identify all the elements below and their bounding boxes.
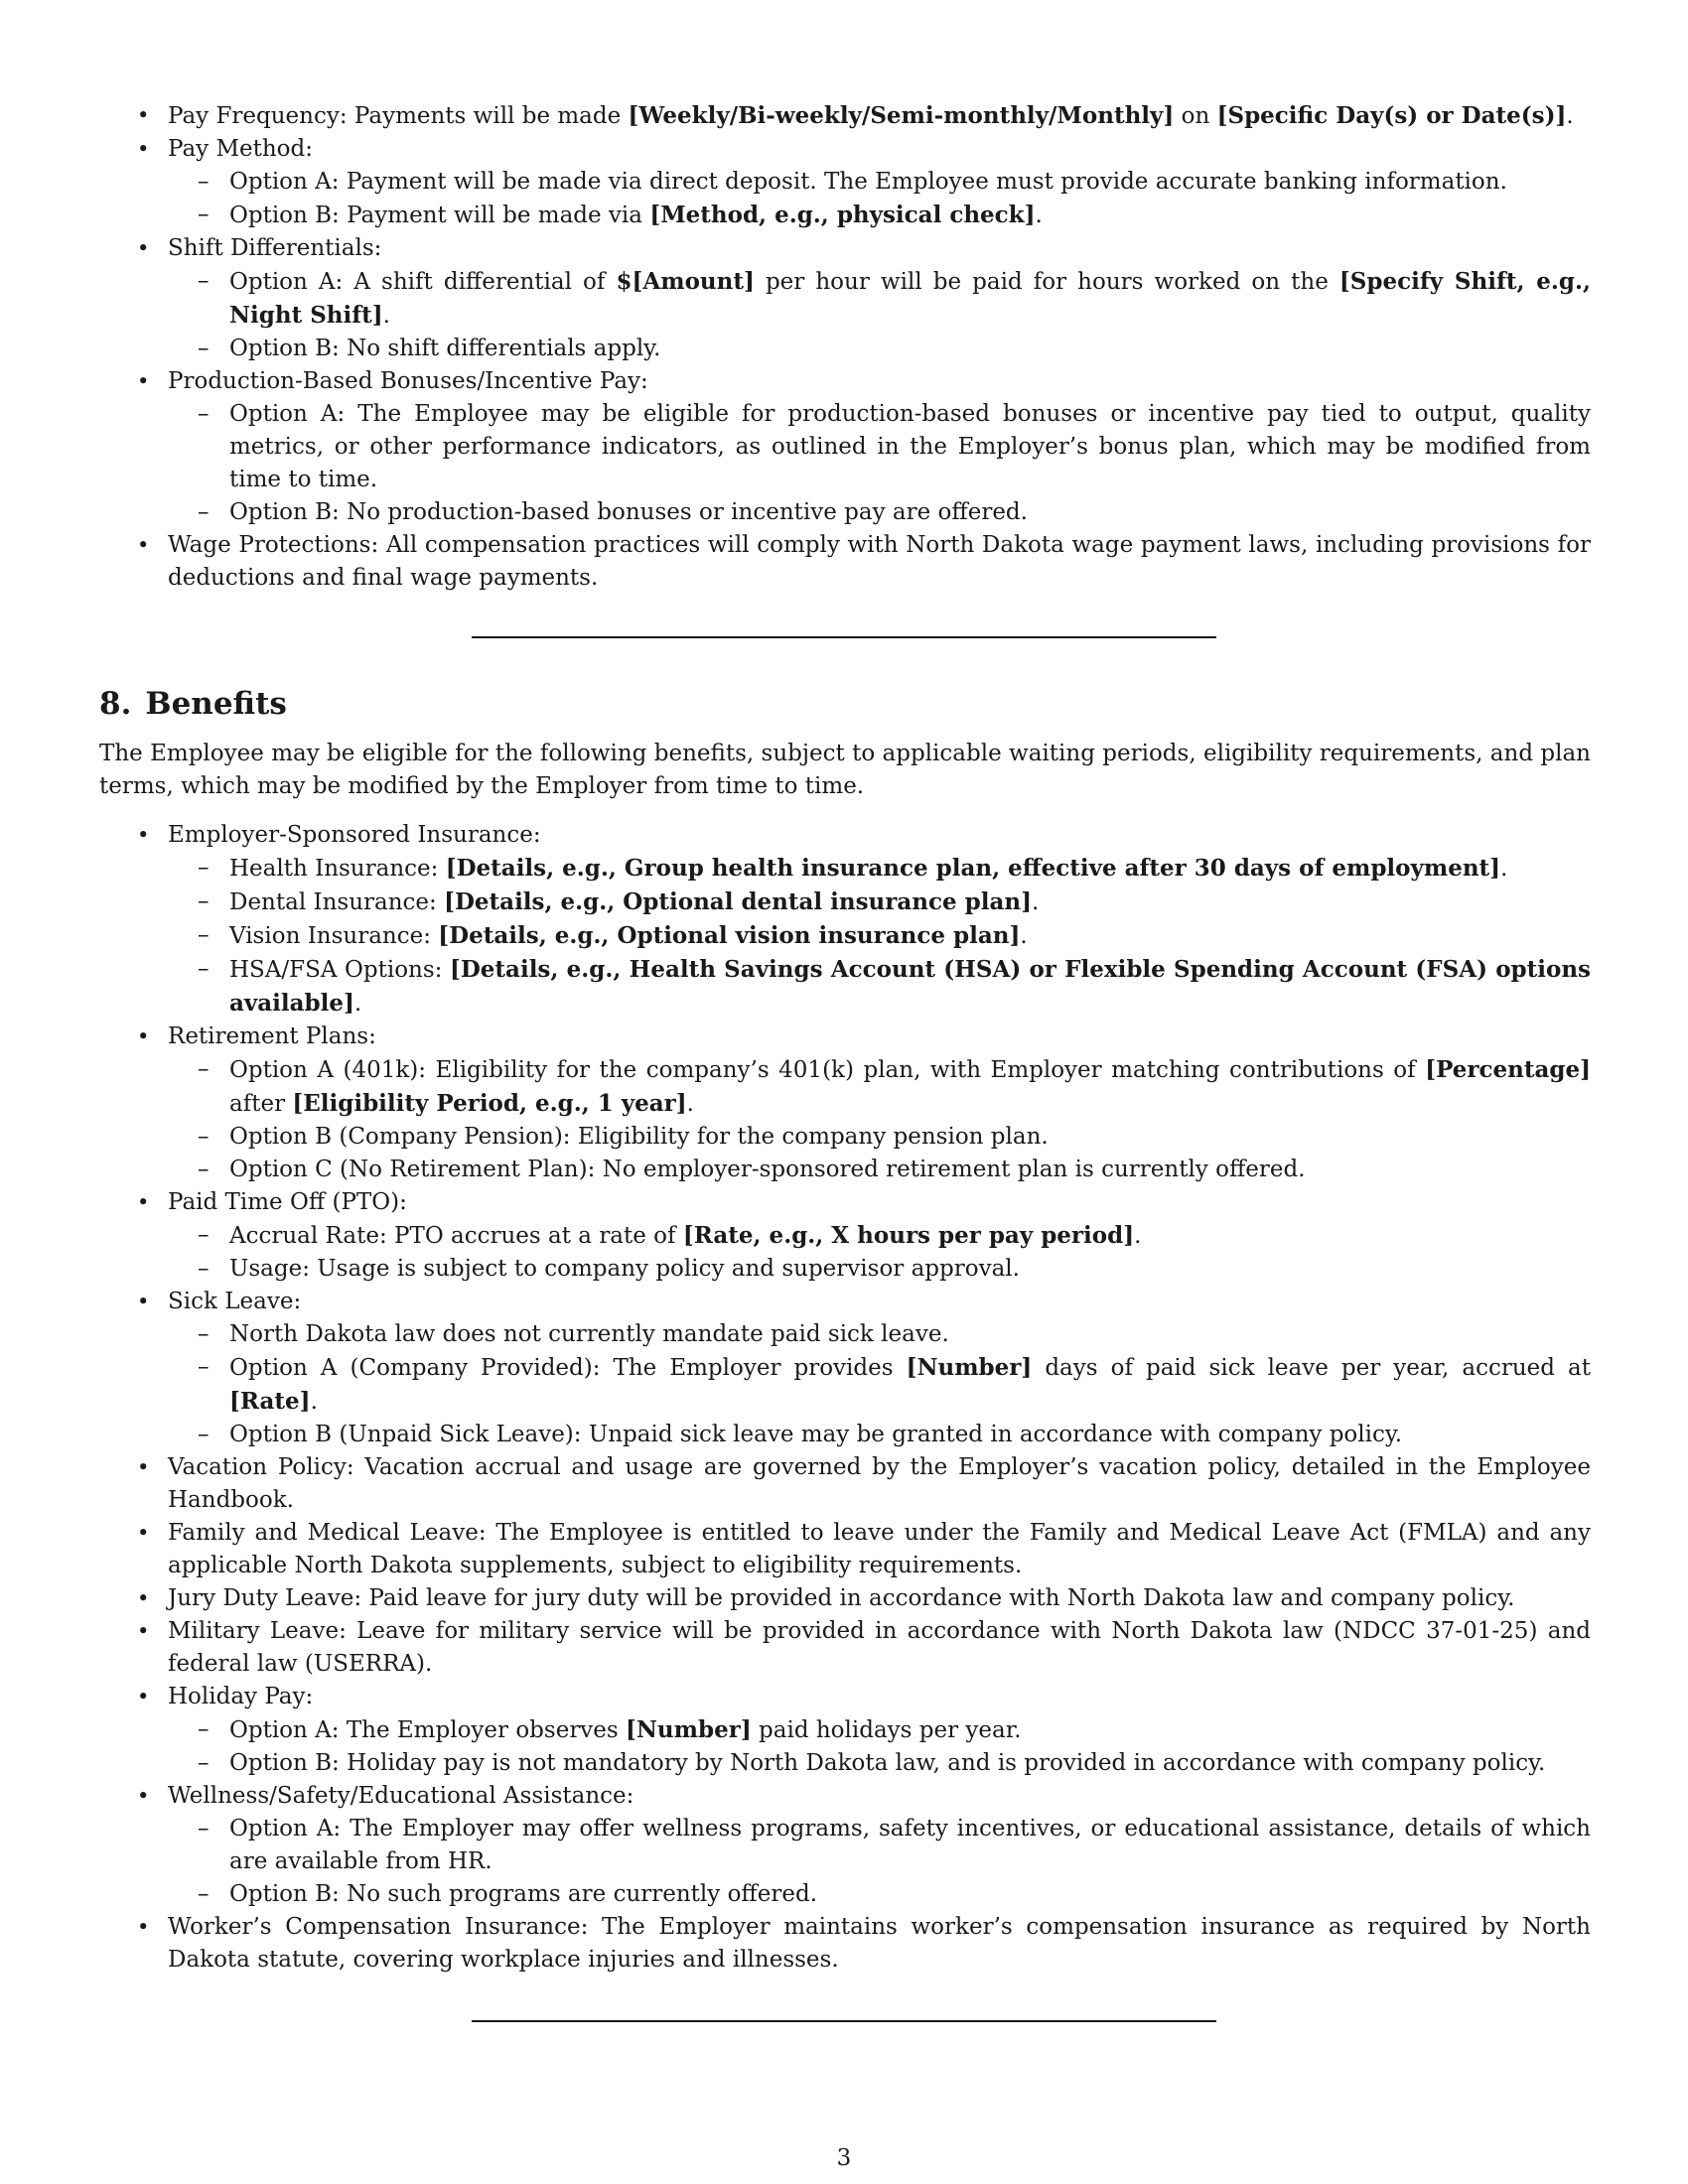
dental-insurance: – Dental Insurance: [Details, e.g., Optional dental insurance plan]. <box>168 886 1591 919</box>
shift-option-a: – Option A: A shift differential of $[Amount] per hour will be paid for hours worked on the [Specify Shift, e.g., Night Shift]. <box>168 265 1591 333</box>
section-intro: The Employee may be eligible for the following benefits, subject to applicable waiting periods, eligibility requirements, and plan terms, which may be modified by the Employer from time to time. <box>99 741 1591 799</box>
vacation-item: • Vacation Policy: Vacation accrual and usage are governed by the Employer’s vacation policy, detailed in the Employee Handbook. <box>99 1451 1591 1517</box>
jury-duty-item: • Jury Duty Leave: Paid leave for jury duty will be provided in accordance with North Dakota law and company policy. <box>99 1582 1591 1615</box>
shift-differentials-item: • Shift Differentials: – Option A: A shift differential of $[Amount] per hour will be paid for hours worked on the [Specify Shift, e.g., Night Shift]. – Option B: No shift differentials apply. <box>99 232 1591 365</box>
hsa-fsa-options: – HSA/FSA Options: [Details, e.g., Health Savings Account (HSA) or Flexible Spending Account (FSA) options available]. <box>168 953 1591 1021</box>
holiday-option-a: – Option A: The Employer observes [Number] paid holidays per year. <box>168 1713 1591 1747</box>
production-bonuses-item: • Production-Based Bonuses/Incentive Pay: – Option A: The Employee may be eligible for production-based bonuses or incentive pay tied to output, quality metrics, or other performance indicators, as outlined in the Employer’s bonus plan, which may be modified from time to time. – Option B: No production-based bonuses or incentive pay are offered. <box>99 365 1591 529</box>
wellness-option-a: – Option A: The Employer may offer wellness programs, safety incentives, or educational assistance, details of which are available from HR. <box>168 1813 1591 1878</box>
bonus-option-a: – Option A: The Employee may be eligible for production-based bonuses or incentive pay tied to output, quality metrics, or other performance indicators, as outlined in the Employer’s bonus plan, which may be modified from time to time. <box>168 398 1591 496</box>
wellness-item: • Wellness/Safety/Educational Assistance: – Option A: The Employer may offer wellness programs, safety incentives, or educational assistance, details of which are available from HR. – Option B: No such programs are currently offered. <box>99 1780 1591 1911</box>
wage-protections-item: • Wage Protections: All compensation practices will comply with North Dakota wage payment laws, including provisions for deductions and final wage payments. <box>99 529 1591 595</box>
fmla-item: • Family and Medical Leave: The Employee is entitled to leave under the Family and Medical Leave Act (FMLA) and any applicable North Dakota supplements, subject to eligibility requirements. <box>99 1517 1591 1582</box>
pay-method-item: • Pay Method: – Option A: Payment will be made via direct deposit. The Employee must provide accurate banking information. – Option B: Payment will be made via [Method, e.g., physical check]. <box>99 133 1591 232</box>
holiday-option-b: – Option B: Holiday pay is not mandatory by North Dakota law, and is provided in accordance with company policy. <box>168 1747 1591 1780</box>
page-content <box>99 99 1591 2022</box>
health-insurance: – Health Insurance: [Details, e.g., Group health insurance plan, effective after 30 days of employment]. <box>168 852 1591 886</box>
pto-usage: – Usage: Usage is subject to company policy and supervisor approval. <box>168 1253 1591 1286</box>
benefits-list <box>99 819 1591 1977</box>
insurance-item: • Employer-Sponsored Insurance: – Health Insurance: [Details, e.g., Group health insurance plan, effective after 30 days of employment]. – Dental Insurance: [Details, e.g., Optional dental insurance plan]. – Vision Insurance: [Details, e.g., Optional vision insurance plan]. – HSA/FSA Options: [Details, e.g., Health Savings Account (HSA) or Flexible Spending Account (FSA) options available]. <box>99 819 1591 1021</box>
section-divider <box>472 2020 1216 2022</box>
retirement-item: • Retirement Plans: – Option A (401k): Eligibility for the company’s 401(k) plan, with Employer matching contributions of [Percentage] after [Eligibility Period, e.g., 1 year]. – Option B (Company Pension): Eligibility for the company pension plan. – Option C (No Retirement Plan): No employer-sponsored retirement plan is currently offered. <box>99 1021 1591 1186</box>
pay-method-option-a: – Option A: Payment will be made via direct deposit. The Employee must provide accurate banking information. <box>168 166 1591 199</box>
pto-item: • Paid Time Off (PTO): – Accrual Rate: PTO accrues at a rate of [Rate, e.g., X hours per pay period]. – Usage: Usage is subject to company policy and supervisor approval. <box>99 1186 1591 1286</box>
vision-insurance: – Vision Insurance: [Details, e.g., Optional vision insurance plan]. <box>168 919 1591 953</box>
bonus-option-b: – Option B: No production-based bonuses or incentive pay are offered. <box>168 496 1591 529</box>
sick-leave-item: • Sick Leave: – North Dakota law does not currently mandate paid sick leave. – Option A (Company Provided): The Employer provides [Number] days of paid sick leave per year, accrued at [Rate]. – Option B (Unpaid Sick Leave): Unpaid sick leave may be granted in accordance with company policy. <box>99 1286 1591 1451</box>
wellness-option-b: – Option B: No such programs are currently offered. <box>168 1878 1591 1911</box>
military-leave-item: • Military Leave: Leave for military service will be provided in accordance with North Dakota law (NDCC 37-01-25) and federal law (USERRA). <box>99 1615 1591 1681</box>
workers-comp-item: • Worker’s Compensation Insurance: The Employer maintains worker’s compensation insurance as required by North Dakota statute, covering workplace injuries and illnesses. <box>99 1911 1591 1977</box>
sick-option-b: – Option B (Unpaid Sick Leave): Unpaid sick leave may be granted in accordance with company policy. <box>168 1419 1591 1451</box>
shift-option-b: – Option B: No shift differentials apply. <box>168 333 1591 365</box>
pay-frequency-item: • Pay Frequency: Payments will be made [Weekly/Bi-weekly/Semi-monthly/Monthly] on [Specific Day(s) or Date(s)]. <box>99 99 1591 133</box>
sick-law: – North Dakota law does not currently mandate paid sick leave. <box>168 1318 1591 1351</box>
retirement-option-c: – Option C (No Retirement Plan): No employer-sponsored retirement plan is currently offered. <box>168 1154 1591 1186</box>
section-divider <box>472 636 1216 638</box>
pto-accrual: – Accrual Rate: PTO accrues at a rate of [Rate, e.g., X hours per pay period]. <box>168 1219 1591 1253</box>
retirement-option-b: – Option B (Company Pension): Eligibility for the company pension plan. <box>168 1121 1591 1154</box>
retirement-option-a: – Option A (401k): Eligibility for the company’s 401(k) plan, with Employer matching contributions of [Percentage] after [Eligibility Period, e.g., 1 year]. <box>168 1053 1591 1121</box>
holiday-pay-item: • Holiday Pay: – Option A: The Employer observes [Number] paid holidays per year. – Option B: Holiday pay is not mandatory by North Dakota law, and is provided in accordance with company policy. <box>99 1681 1591 1780</box>
page-number: 3 <box>836 2145 852 2171</box>
pay-method-option-b: – Option B: Payment will be made via [Method, e.g., physical check]. <box>168 199 1591 232</box>
section-heading: 8. Benefits <box>99 686 287 722</box>
sick-option-a: – Option A (Company Provided): The Employer provides [Number] days of paid sick leave per year, accrued at [Rate]. <box>168 1351 1591 1419</box>
compensation-list <box>99 99 1591 595</box>
